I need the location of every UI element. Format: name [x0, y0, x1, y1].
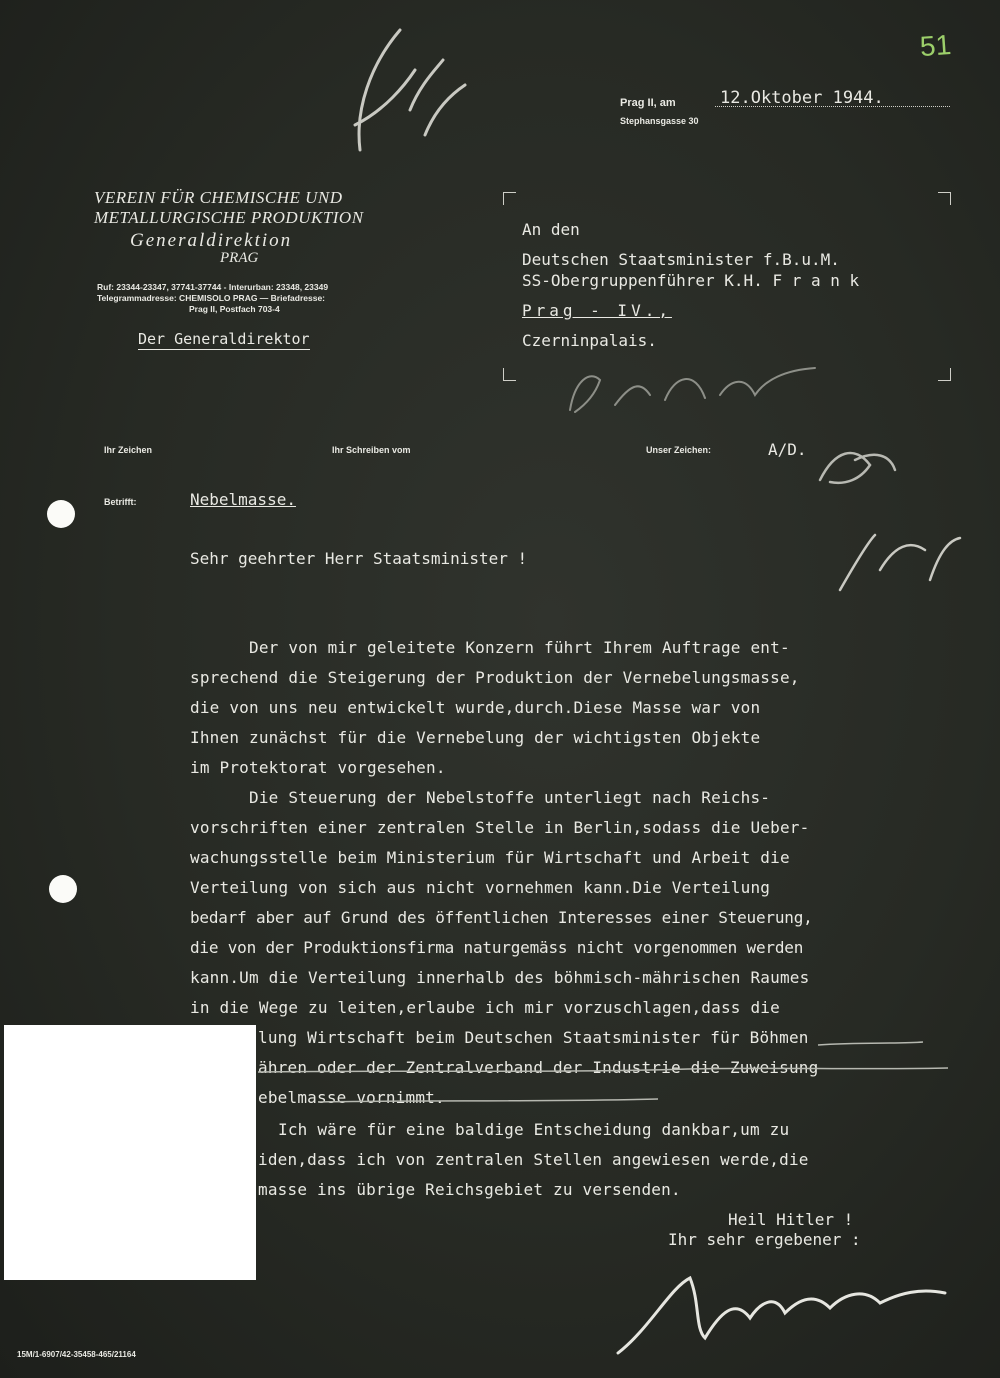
- recipient-line-5: Czerninpalais.: [522, 331, 657, 350]
- body-line: sprechend die Steigerung der Produktion der Vernebelungsmasse,: [190, 668, 800, 687]
- company-name-line2: METALLURGISCHE PRODUKTION: [94, 208, 364, 227]
- signature: [610, 1258, 950, 1368]
- footer-code: 15M/1-6907/42-35458-465/21164: [17, 1350, 136, 1359]
- street-label: Stephansgasse 30: [620, 116, 699, 126]
- body-line: Ich wäre für eine baldige Entscheidung dankbar,um zu: [278, 1120, 790, 1139]
- closing-greeting: Heil Hitler !: [728, 1210, 854, 1229]
- betrifft-label: Betrifft:: [104, 497, 137, 507]
- closing-formula: Ihr sehr ergebener :: [668, 1230, 861, 1249]
- body-line: iden,dass ich von zentralen Stellen angewiesen werde,die: [258, 1150, 809, 1169]
- body-line: ähren oder der Zentralverband der Industrie die Zuweisung: [258, 1058, 819, 1077]
- company-name-line1: VEREIN FÜR CHEMISCHE UND: [94, 188, 343, 207]
- salutation: Sehr geehrter Herr Staatsminister !: [190, 549, 528, 568]
- handwritten-note-address: [555, 350, 835, 430]
- unser-zeichen-value: A/D.: [768, 440, 807, 459]
- body-line: die von der Produktionsfirma naturgemäss nicht vorgenommen werden: [190, 938, 804, 957]
- unser-zeichen-label: Unser Zeichen:: [646, 445, 712, 455]
- redaction-block: [4, 1025, 256, 1280]
- body-line: ebelmasse vornimmt.: [258, 1088, 445, 1107]
- place-label: Prag II, am: [620, 97, 676, 109]
- body-line: im Protektorat vorgesehen.: [190, 758, 446, 777]
- ihr-schreiben-label: Ihr Schreiben vom: [332, 445, 411, 455]
- body-line: wachungsstelle beim Ministerium für Wirtschaft und Arbeit die: [190, 848, 790, 867]
- ihr-zeichen-label: Ihr Zeichen: [104, 445, 153, 455]
- address-corner-top-right: [938, 192, 951, 205]
- body-line: lung Wirtschaft beim Deutschen Staatsminister für Böhmen: [258, 1028, 809, 1047]
- company-phone: Ruf: 23344-23347, 37741-37744 - Interurban: 23348, 23349: [97, 282, 329, 292]
- body-line: Die Steuerung der Nebelstoffe unterliegt nach Reichs-: [190, 788, 771, 807]
- archive-number: 51: [918, 28, 953, 63]
- body-line: vorschriften einer zentralen Stelle in Berlin,sodass die Ueber-: [190, 818, 810, 837]
- recipient-line-1: An den: [522, 220, 580, 239]
- address-corner-top-left: [503, 192, 516, 205]
- body-line: die von uns neu entwickelt wurde,durch.Diese Masse war von: [190, 698, 761, 717]
- recipient-line-3: SS-Obergruppenführer K.H. F r a n k: [522, 271, 860, 290]
- company-postbox: Prag II, Postfach 703-4: [189, 304, 280, 314]
- address-corner-bottom-right: [938, 368, 951, 381]
- company-city: PRAG: [220, 250, 259, 266]
- punch-hole-bottom: [49, 875, 77, 903]
- body-line: Verteilung von sich aus nicht vornehmen kann.Die Verteilung: [190, 878, 771, 897]
- recipient-line-2: Deutschen Staatsminister f.B.u.M.: [522, 250, 840, 269]
- company-telegram: Telegrammadresse: CHEMISOLO PRAG — Briefadresse:: [97, 293, 325, 303]
- subject: Nebelmasse.: [190, 490, 296, 509]
- letter-date: 12.Oktober 1944.: [720, 88, 884, 108]
- sender-role: Der Generaldirektor: [138, 330, 310, 348]
- body-line: in die Wege zu leiten,erlaube ich mir vorzuschlagen,dass die: [190, 998, 780, 1017]
- body-line: kann.Um die Verteilung innerhalb des böhmisch-mährischen Raumes: [190, 968, 810, 987]
- handwritten-initials-right: [800, 420, 980, 600]
- body-line: masse ins übrige Reichsgebiet zu versenden.: [258, 1180, 681, 1199]
- punch-hole-top: [47, 500, 75, 528]
- body-line: bedarf aber auf Grund des öffentlichen Interesses einer Steuerung,: [190, 908, 813, 927]
- handwritten-initials-top: [315, 15, 495, 175]
- address-corner-bottom-left: [503, 368, 516, 381]
- company-department: Generaldirektion: [130, 230, 293, 251]
- body-line: Der von mir geleitete Konzern führt Ihrem Auftrage ent-: [190, 638, 790, 657]
- body-line: Ihnen zunächst für die Vernebelung der wichtigsten Objekte: [190, 728, 761, 747]
- recipient-line-4: Prag - IV.,: [522, 301, 672, 320]
- hand-underline: [258, 1020, 958, 1110]
